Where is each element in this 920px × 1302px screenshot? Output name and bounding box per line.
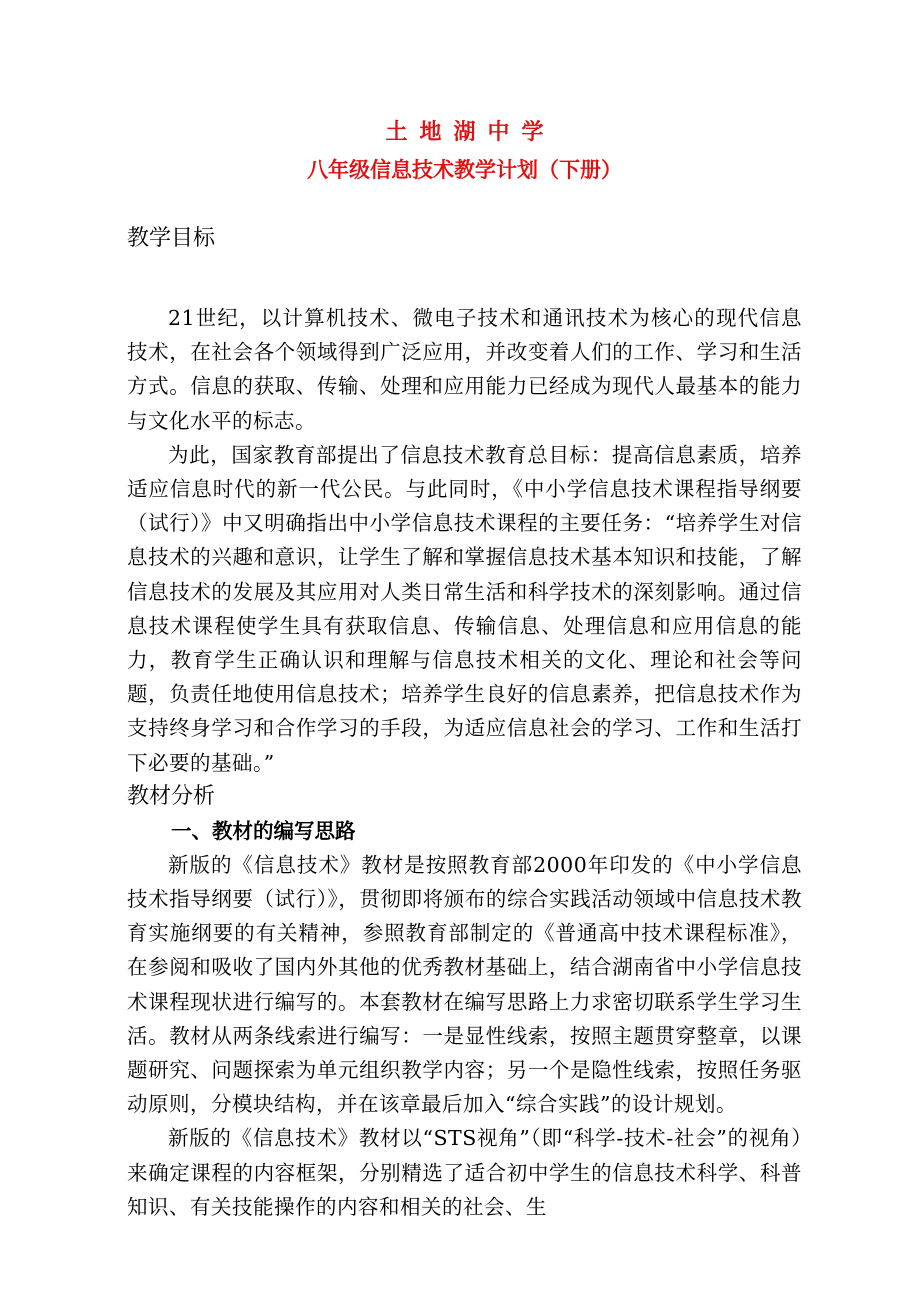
goals-paragraph-1: 21世纪，以计算机技术、微电子技术和通讯技术为核心的现代信息技术，在社会各个领域得到广泛应用，并改变着人们的工作、学习和生活方式。信息的获取、传输、处理和应用能力已经成为现代人最基本的能力与文化水平的标志。 <box>127 306 802 433</box>
section-heading-goals: 教学目标 <box>127 226 216 251</box>
analysis-paragraph-2: 新版的《信息技术》教材以“STS视角”（即“科学-技术-社会”的视角）来确定课程的内容框架，分别精选了适合初中学生的信息技术科学、科普知识、有关技能操作的内容和相关的社会、生 <box>127 1126 802 1219</box>
plan-title: 八年级信息技术教学计划（下册） <box>307 158 622 182</box>
section-heading-analysis: 教材分析 <box>127 783 216 809</box>
school-name: 土地湖中学 <box>385 120 556 145</box>
analysis-paragraph-1: 新版的《信息技术》教材是按照教育部2000年印发的《中小学信息技术指导纲要（试行）》，贯彻即将颁布的综合实践活动领域中信息技术教育实施纲要的有关精神，参照教育部制定的《普通高中技术课程标准》，在参阅和吸收了国内外其他的优秀教材基础上，结合湖南省中小学信息技术课程现状进行编写的。本套教材在编写思路上力求密切联系学生学习生活。教材从两条线索进行编写：一是显性线索，按照主题贯穿整章，以课题研究、问题探索为单元组织教学内容；另一个是隐性线索，按照任务驱动原则，分模块结构，并在该章最后加入“综合实践”的设计规划。 <box>127 852 802 1117</box>
sub-heading-writing-approach: 一、教材的编写思路 <box>171 818 356 843</box>
goals-paragraph-2: 为此，国家教育部提出了信息技术教育总目标：提高信息素质，培养适应信息时代的新一代公民。与此同时，《中小学信息技术课程指导纲要（试行）》中又明确指出中小学信息技术课程的主要任务：“培养学生对信息技术的兴趣和意识，让学生了解和掌握信息技术基本知识和技能，了解信息技术的发展及其应用对人类日常生活和科学技术的深刻影响。通过信息技术课程使学生具有获取信息、传输信息、处理信息和应用信息的能力，教育学生正确认识和理解与信息技术相关的文化、理论和社会等问题，负责任地使用信息技术；培养学生良好的信息素养，把信息技术作为支持终身学习和合作学习的手段，为适应信息社会的学习、工作和生活打下必要的基础。” <box>127 442 802 775</box>
